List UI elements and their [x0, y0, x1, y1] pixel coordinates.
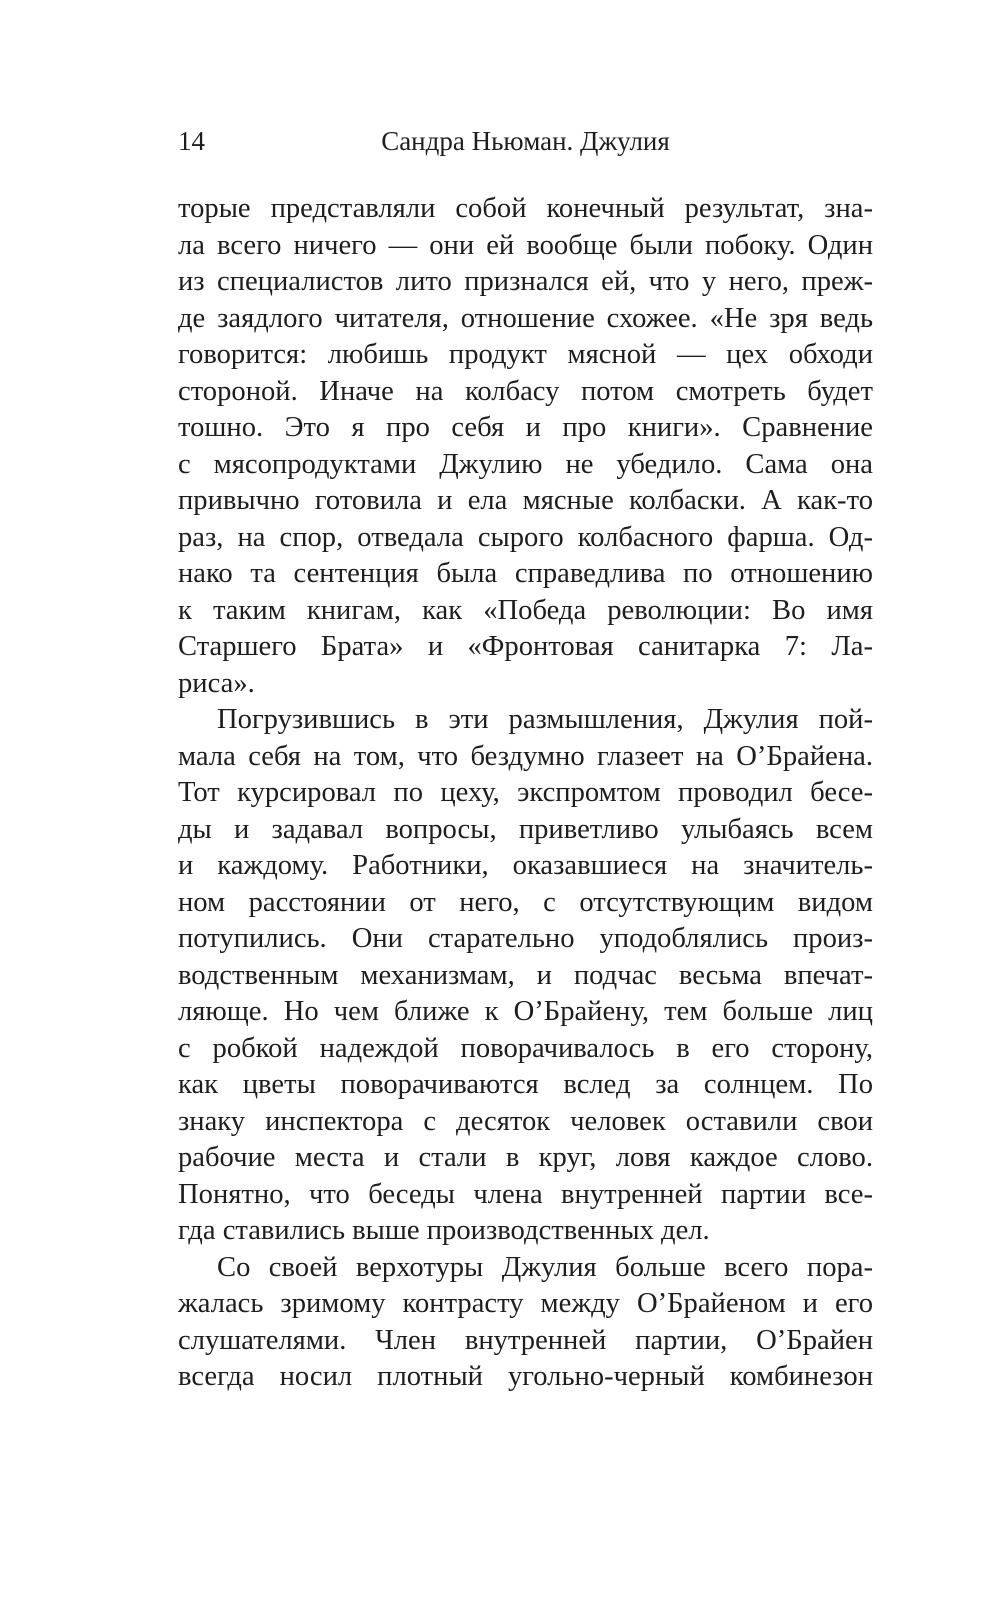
running-header	[178, 124, 873, 158]
text-line: к таким книгам, как «Победа революции: Во имя	[178, 594, 873, 626]
text-line: Старшего Брата» и «Фронтовая санитарка 7: Ла-	[178, 631, 873, 662]
text-line: ном расстоянии от него, с отсутствующим видом	[178, 886, 873, 918]
text-line: ляюще. Но чем ближе к О’Брайену, тем больше лиц	[178, 996, 873, 1027]
text-line: знаку инспектора с десяток человек оставили свои	[178, 1105, 873, 1137]
text-line: нако та сентенция была справедлива по отношению	[178, 558, 873, 589]
text-line: всегда носил плотный угольно-черный комбинезон	[178, 1361, 873, 1392]
text-line: как цветы поворачиваются вслед за солнцем. По	[178, 1069, 873, 1100]
text-line: из специалистов лито признался ей, что у него, преж-	[178, 266, 873, 297]
text-line: Понятно, что беседы члена внутренней партии все-	[178, 1178, 873, 1210]
text-line: Погрузившись в эти размышления, Джулия пой-	[217, 704, 873, 735]
text-line: жалась зримому контрасту между О’Брайеном и его	[178, 1288, 873, 1319]
text-line: рабочие места и стали в круг, ловя каждое слово.	[178, 1142, 873, 1173]
text-line: с робкой надеждой поворачивалось в его сторону,	[178, 1032, 873, 1064]
text-line: и каждому. Работники, оказавшиеся на значитель-	[178, 850, 873, 881]
text-line: мала себя на том, что бездумно глазеет на О’Брайена.	[178, 740, 873, 772]
text-line: гда ставились выше производственных дел.	[178, 1215, 710, 1246]
text-line: Тот курсировал по цеху, экспромтом проводил бесе-	[178, 777, 873, 808]
text-line: стороной. Иначе на колбасу потом смотреть будет	[178, 375, 873, 407]
text-line: торые представляли собой конечный результат, зна-	[178, 193, 873, 224]
text-line: слушателями. Член внутренней партии, О’Брайен	[178, 1324, 873, 1356]
body-text	[178, 191, 873, 1396]
text-line: Со своей верхотуры Джулия больше всего пора-	[217, 1251, 873, 1283]
running-title: Сандра Ньюман. Джулия	[381, 126, 670, 156]
text-line: водственным механизмам, и подчас весьма впечат-	[178, 959, 873, 991]
text-line: потупились. Они старательно уподоблялись произ-	[178, 923, 873, 954]
text-line: ла всего ничего — они ей вообще были побоку. Один	[178, 229, 873, 261]
text-line: тошно. Это я про себя и про книги». Сравнение	[178, 412, 873, 443]
text-line: де заядлого читателя, отношение схожее. «Не зря ведь	[178, 302, 873, 334]
text-line: говорится: любишь продукт мясной — цех обходи	[178, 339, 873, 370]
text-line: ды и задавал вопросы, приветливо улыбаясь всем	[178, 813, 873, 845]
page-number: 14	[178, 126, 205, 156]
text-line: риса».	[178, 667, 255, 699]
text-line: привычно готовила и ела мясные колбаски. А как-то	[178, 485, 873, 516]
text-line: с мясопродуктами Джулию не убедило. Сама она	[178, 448, 873, 480]
text-line: раз, на спор, отведала сырого колбасного фарша. Од-	[178, 521, 873, 553]
